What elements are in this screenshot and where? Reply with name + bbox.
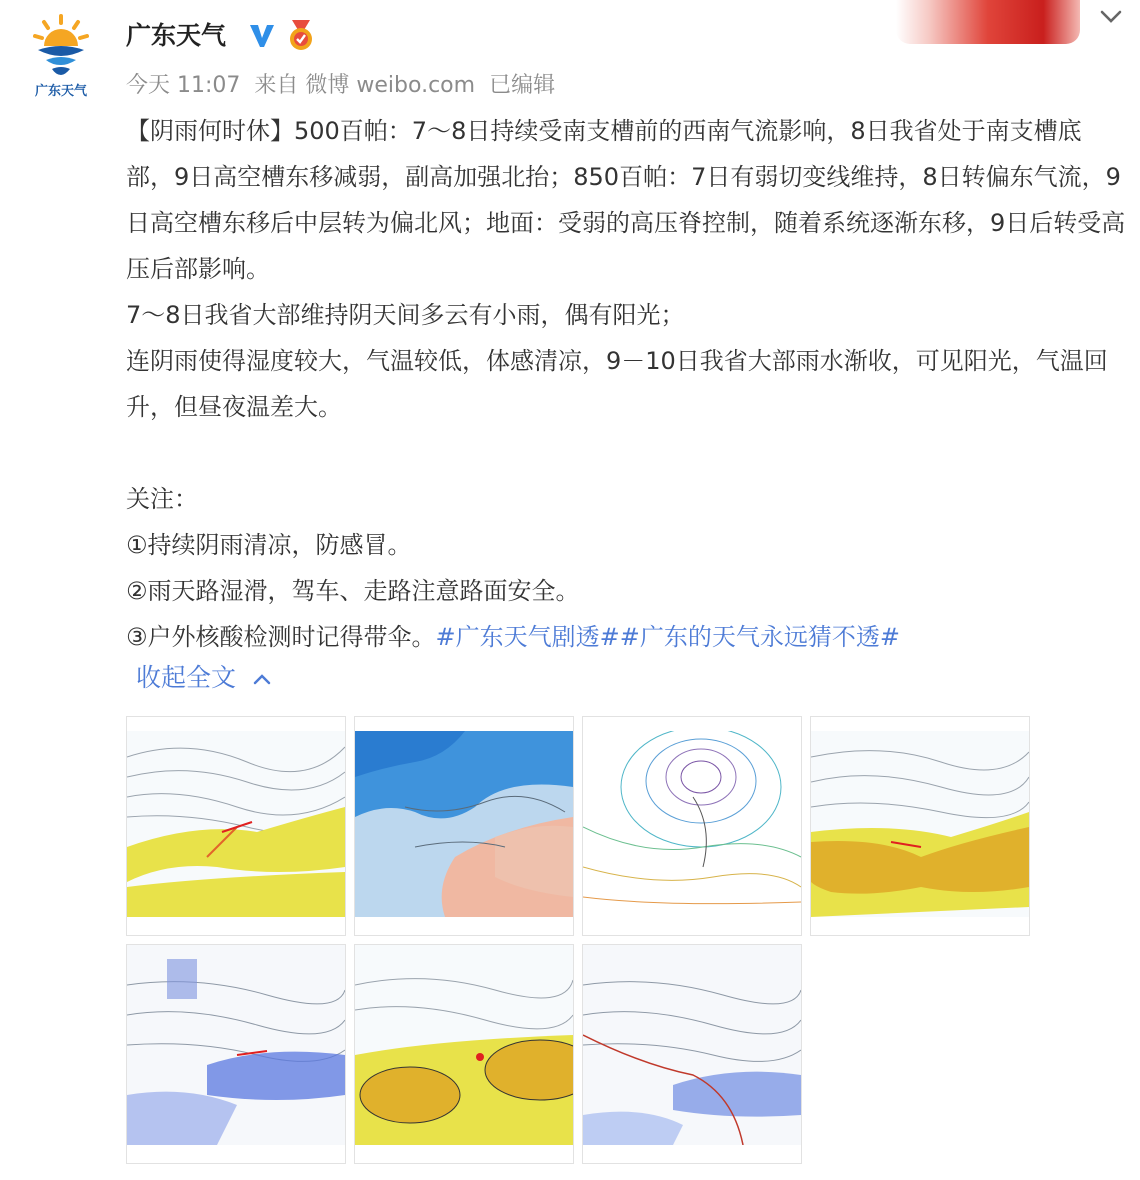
post-paragraph: 关注： [126, 485, 198, 513]
post-meta [126, 68, 569, 99]
weather-map-thumbnail[interactable] [354, 716, 574, 936]
post-paragraph: 7～8日我省大部维持阴天间多云有小雨，偶有阳光； [126, 301, 685, 329]
weather-map-thumbnail[interactable] [126, 944, 346, 1164]
post-paragraph: 【阴雨何时休】500百帕：7～8日持续受南支槽前的西南气流影响，8日我省处于南支槽底部，9日高空槽东移减弱，副高加强北抬；850百帕：7日有弱切变线维持，8日转偏东气流，9日高空槽东移后中层转为偏北风；地面：受弱的高压脊控制，随着系统逐渐东移，9日后转受高压后部影响。 [126, 117, 1126, 283]
post-content [126, 108, 1126, 660]
post-source: 来自 微博 weibo.com [254, 73, 476, 98]
weather-map-thumbnail[interactable] [354, 944, 574, 1164]
chevron-up-icon [252, 672, 272, 686]
weather-map-thumbnail[interactable] [582, 716, 802, 936]
post-text: ③户外核酸检测时记得带伞。 [126, 623, 436, 651]
post-paragraph: 连阴雨使得湿度较大，气温较低，体感清凉，9－10日我省大部雨水渐收，可见阳光，气温回升，但昼夜温差大。 [126, 347, 1108, 421]
verified-v-icon [247, 20, 277, 50]
post-paragraph: ①持续阴雨清凉，防感冒。 [126, 531, 412, 559]
weather-map-thumbnail[interactable] [126, 716, 346, 936]
weather-map-thumbnail[interactable] [582, 944, 802, 1164]
header-banner [896, 0, 1080, 44]
edited-label[interactable]: 已编辑 [489, 73, 556, 98]
post-time[interactable]: 今天 11:07 [126, 73, 241, 98]
account-avatar[interactable] [22, 12, 100, 98]
image-grid [126, 716, 1032, 1166]
hashtag-link[interactable]: #广东的天气永远猜不透# [619, 623, 900, 651]
account-name[interactable]: 广东天气 [126, 21, 227, 50]
weather-map-thumbnail[interactable] [810, 716, 1030, 936]
chevron-down-icon[interactable] [1096, 6, 1126, 28]
hashtag-link[interactable]: #广东天气剧透# [435, 623, 620, 651]
medal-badge-icon [284, 18, 318, 52]
collapse-label: 收起全文 [136, 663, 237, 692]
logo-text: 广东天气 [34, 84, 87, 99]
post-paragraph [126, 614, 1126, 660]
collapse-button[interactable] [136, 658, 272, 694]
post-paragraph: ②雨天路湿滑，驾车、走路注意路面安全。 [126, 577, 580, 605]
sun-logo-icon [22, 12, 100, 82]
